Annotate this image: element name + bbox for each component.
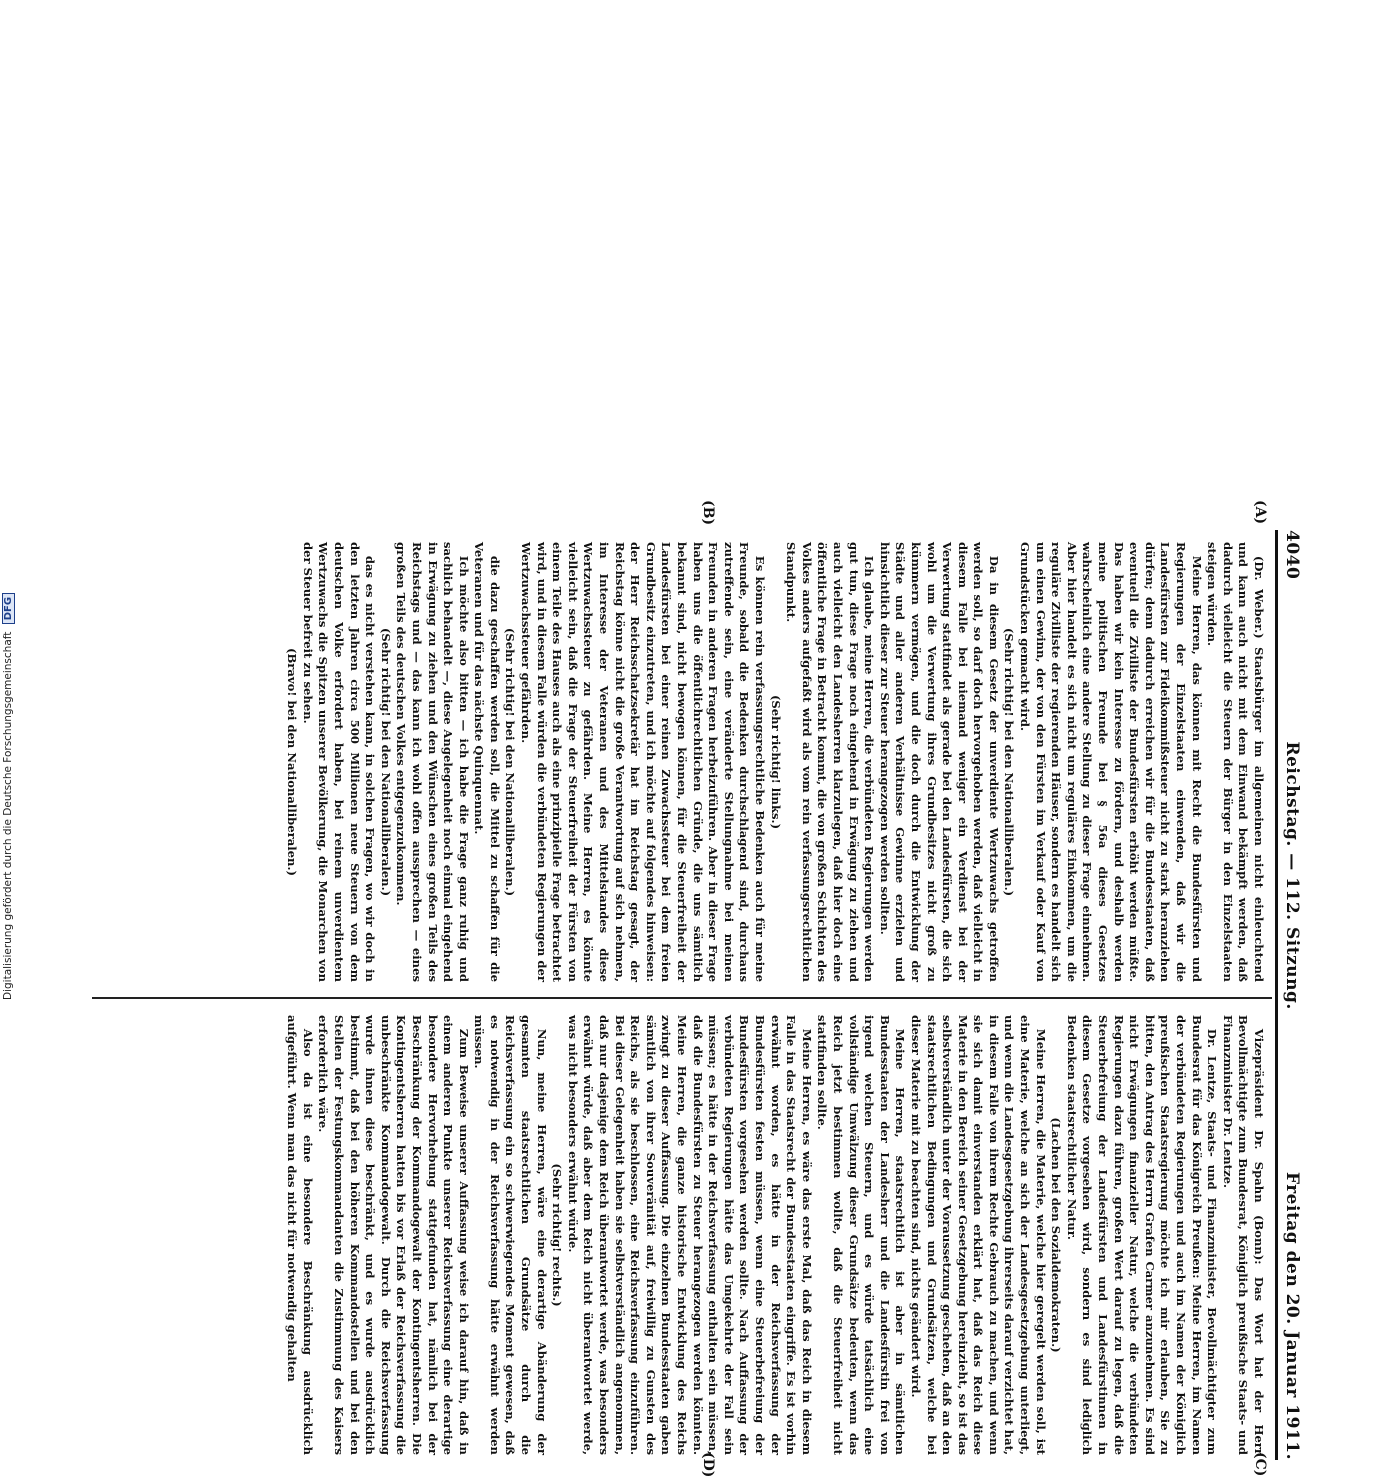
interjection: (Sehr richtig! links.) xyxy=(768,694,783,830)
margin-mark-a: (A) xyxy=(1252,500,1268,525)
header-rule xyxy=(1275,530,1278,1460)
margin-mark-c: (C) xyxy=(1252,1452,1268,1477)
text-paragraph: Es können rein verfassungsrechtliche Bedenken auch für meine Freunde, sobald die Bedenken durchschlagend sind, durchaus zutreffende sein, eine veränderte Stellungnahme bei meinen Freunden in anderen Fragen herbeizuführen. Aber in dieser Frage haben uns die öffentlichrechtlichen Gründe, die uns sämtlich bekannt sind, nicht bewogen können, für die Steuerfreiheit der Landesfürsten bei einer reinen Zuwachssteuer bei dem freien Grundbesitz einzutreten, und ich möchte auf folgendes hinweisen: der Herr Reichsschatzsekretär hat im Reichstag gesagt, der Reichstag könne nicht die große Verantwortung auf sich nehmen, im Interesse der Veteranen und des Mittelstandes diese Wertzuwachssteuer zu gefährden. Meine Herren, es könnte vielleicht sein, daß die Frage der Steuerfreiheit der Fürsten von einem Teile des Hauses auch als eine prinzipielle Frage betrachtet wird, und in diesem Falle würden die verbündeten Regierungen der Wertzuwachssteuer gefährden. xyxy=(519,542,767,982)
text-paragraph: Ich möchte also bitten — ich habe die Frage ganz ruhig und sachlich behandelt —, diese Angelegenheit noch einmal eingehend in Erwägung zu ziehen und den Wünschen eines großen Teils des Reichstags und — das kann ich wohl offen aussprechen — eines großen Teils des deutschen Volkes entgegenzukommen. xyxy=(394,542,471,982)
margin-mark-d: (D) xyxy=(700,1452,716,1478)
text-paragraph: das es nicht verstehen kann, in solchen Fragen, wo wir doch in den letzten Jahren circa 500 Millionen neue Steuern von dem deutschen Volke erfordert haben, bei reinem unverdientem Wertzuwachs die Spitzen unserer Bevölkerung, die Monarchen von der Steuer befreit zu sehen. xyxy=(300,542,378,982)
left-text-column xyxy=(284,542,1266,982)
text-paragraph: Meine Herren, das können mit Recht die Bundesfürsten und Regierungen der Einzelstaaten einwenden, daß wir die Landesfürsten zur Fideikommißsteuer nicht zu stark heranziehen dürfen; denn dadurch erreichen wir für die Bundesstaaten, daß eventuell die Zivilliste der Bundesfürsten erhöht werden müßte. Das haben wir kein Interesse zu fördern, und deshalb werden meine politischen Freunde bei § 56a dieses Gesetzes wahrscheinlich eine andere Stellung zu dieser Frage einnehmen. Aber hier handelt es sich nicht um reguläres Einkommen, um die reguläre Zivilliste der regierenden Häuser, sondern es handelt sich um einen Gewinn, der von den Fürsten im Verkauf oder Kauf von Grundstücken gemacht wird. xyxy=(1018,542,1204,982)
text-paragraph: Ich glaube, meine Herren, die verbündeten Regierungen werden gut tun, diese Frage noch eingehend in Erwägung zu ziehen und auch vielleicht den Landesherren klarzulegen, daß hier doch eine öffentliche Frage in Betracht kommt, die von großen Schichten des Volkes anders aufgefaßt wird als vom rein verfassungsrechtlichen Standpunkt. xyxy=(784,542,877,982)
interjection: (Lachen bei den Sozialdemokraten.) xyxy=(1049,1117,1064,1353)
text-paragraph: Meine Herren, die Materie, welche hier geregelt werden soll, ist eine Materie, welche an sich der Landesgesetzgebung unterliegt, und wenn die Landesgesetzgebung ihrerseits darauf verzichtet hat, in diesem Falle von ihrem Rechte Gebrauch zu machen, und wenn sie sich damit einverstanden erklärt hat, daß das Reich diese Materie in den Bereich seiner Gesetzgebung hereinzieht, so ist das selbstverständlich unter der Voraussetzung geschehen, daß an den staatsrechtlichen Bedingungen und Grundsätzen, welche bei dieser Materie mit zu beachten sind, nichts geändert wird. xyxy=(908,1015,1048,1455)
text-paragraph: Also da ist eine besondere Beschränkung ausdrücklich aufgeführt. Wenn man das nicht für notwendig gehalten xyxy=(285,1015,315,1455)
scanned-page xyxy=(66,500,1316,1480)
page-content xyxy=(86,500,1316,1480)
text-paragraph: Nun, meine Herren, wäre eine derartige Abänderung der gesamten staatsrechtlichen Grundsätze durch die Reichsverfassung ein so schwerwiegendes Moment gewesen, daß es notwendig in der Reichsverfassung hätte erwähnt werden müssen. xyxy=(472,1015,549,1455)
text-paragraph: Dr. Lentze, Staats- und Finanzminister, Bevollmächtigter zum Bundesrat für das Königreich Preußen: Meine Herren, im Namen der verbündeten Regierungen und auch im Namen der Königlich preußischen Staatsregierung möchte ich mir erlauben, Sie zu bitten, den Antrag des Herrn Grafen Carmer anzunehmen. Es sind nicht Erwägungen finanzieller Natur, welche die verbündeten Regierungen dazu führen, großen Wert darauf zu legen, daß die Steuerbefreiung der Landesfürsten und Landesfürstinnen in diesem Gesetze vorgesehen wird, sondern es sind lediglich Bedenken staatsrechtlicher Natur. xyxy=(1064,1015,1220,1455)
text-paragraph: (Dr. Weber.) Staatsbürger im allgemeinen nicht einleuchtend und kann auch nicht mit dem Einwand bekämpft werden, daß dadurch vielleicht die Steuern der Bürger in den Einzelstaaten steigen würden. xyxy=(1205,542,1266,982)
credit-text: Digitalisierung gefördert durch die Deutsche Forschungsgemeinschaft xyxy=(2,631,14,1000)
column-divider xyxy=(92,997,1272,999)
dfg-logo: DFG xyxy=(2,593,15,624)
margin-mark-b: (B) xyxy=(700,500,716,526)
digitization-credit xyxy=(2,596,18,1000)
text-paragraph: Da in diesem Gesetz der unverdiente Wertzuwachs getroffen werden soll, so darf doch hervorgehoben werden, daß vielleicht in diesem Falle bei niemand weniger ein Verdienst bei der Verwertung stattfindet als gerade bei den Landesfürsten, die sich wohl um die Verwertung ihres Grundbesitzes nicht groß zu kümmern vermögen, und die doch durch die Entwicklung der Städte und aller anderen Verhältnisse Gewinne erzielen und hinsichtlich dieser zur Steuer herangezogen werden sollten. xyxy=(877,542,1001,982)
text-paragraph: Meine Herren, es wäre das erste Mal, daß das Reich in diesem Falle in das Staatsrecht der Bundesstaaten eingriffe. Es ist vorhin erwähnt worden, es hätte in der Reichsverfassung der Bundesfürsten festen müssen, wenn eine Steuerbefreiung der Bundesfürsten vorgesehen werden sollte. Nach Auffassung der verbündeten Regierungen hätte das Umgekehrte der Fall sein müssen; es hätte in der Reichsverfassung enthalten sein müssen, daß die Bundesfürsten zu Steuer herangezogen werden könnten. Meine Herren, die ganze historische Entwicklung des Reichs zwingt zu dieser Auffassung. Die einzelnen Bundesstaaten gaben sämtlich von ihrer Souveränität auf, freiwillig zu Gunsten des Reichs, als sie beschlossen, eine Reichsverfassung einzuführen. Bei dieser Gelegenheit haben sie selbstverständlich angenommen, daß nur dasjenige dem Reich überantwortet werde, was besonders erwähnt würde, daß aber dem Reich nicht überantwortet werde, was nicht besonders erwähnt würde. xyxy=(565,1015,814,1455)
interjection: (Sehr richtig! bei den Nationalliberalen.) xyxy=(378,627,393,897)
interjection: (Sehr richtig! rechts.) xyxy=(550,1163,565,1307)
text-paragraph: Zum Beweise unserer Auffassung weise ich darauf hin, daß in einem anderen Punkte unserer Reichsverfassung eine derartige besondere Hervorhebung stattgefunden hat, nämlich bei der Beschränkung der Kommandogewalt der Kontingentsherren. Die Kontingentsherren hatten bis vor Erlaß der Reichsverfassung die unbeschränkte Kommandogewalt. Durch die Reichsverfassung wurde ihnen diese beschränkt, und es wurde ausdrücklich bestimmt, daß bei den höheren Kommandostellen und bei den Stellen der Festungskommandanten die Zustimmung des Kaisers erforderlich wäre. xyxy=(316,1015,471,1455)
interjection: (Bravo! bei den Nationalliberalen.) xyxy=(285,648,300,876)
header-title: Reichstag. — 112. Sitzung. xyxy=(1282,741,1302,1010)
interjection: (Sehr richtig! bei den Nationalliberalen.) xyxy=(1002,627,1017,897)
text-paragraph: Meine Herren, staatsrechtlich ist aber in sämtlichen Bundesstaaten der Landesherr und die Landesfürstin frei von irgend welchen Steuern, und es würde tatsächlich eine vollständige Umwälzung dieser Grundsätze bedeuten, wenn das Reich jetzt bestimmen wollte, daß die Steuerfreiheit nicht stattfinden sollte. xyxy=(815,1015,908,1455)
text-paragraph: Vizepräsident Dr. Spahn (Bonn): Das Wort hat der Herr Bevollmächtigte zum Bundesrat, Königlich preußische Staats- und Finanzminister Dr. Lentze. xyxy=(1220,1015,1266,1455)
text-paragraph: die dazu geschaffen werden soll, die Mittel zu schaffen für die Veteranen und für das nächste Quinquennat. xyxy=(472,542,502,982)
page-number: 4040 xyxy=(1282,530,1302,580)
header-date: Freitag den 20. Januar 1911. xyxy=(1282,1171,1302,1460)
right-text-column xyxy=(284,1015,1266,1455)
page-header xyxy=(1282,530,1316,1460)
interjection: (Sehr richtig! bei den Nationalliberalen.) xyxy=(503,627,518,897)
